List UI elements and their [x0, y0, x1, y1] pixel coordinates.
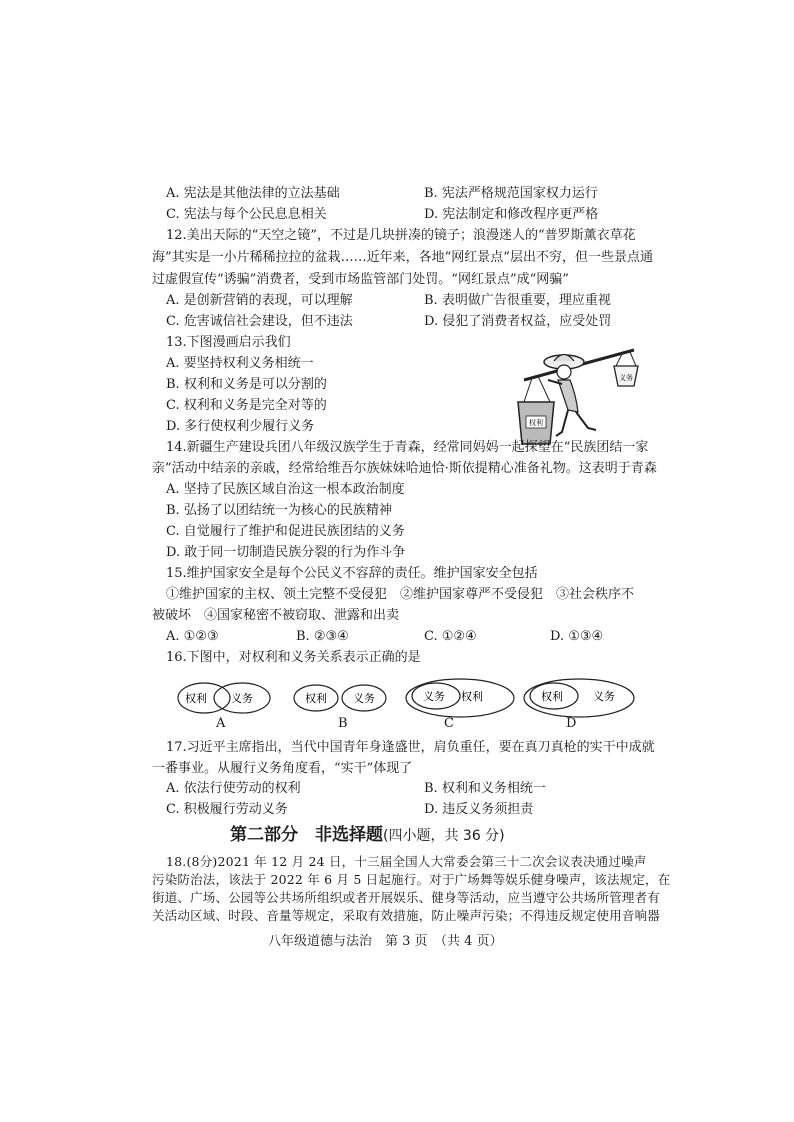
section2-heading: [230, 820, 505, 845]
q14-option-b: B. 弘扬了以团结统一为核心的民族精神: [166, 503, 392, 518]
q17-option-c: C. 积极履行劳动义务: [166, 802, 288, 817]
q15-option-c: C. ①②④: [424, 629, 477, 644]
q14-option-a: A. 坚持了民族区域自治这一根本政治制度: [166, 482, 405, 497]
q16-diagram-a-label: A: [216, 716, 226, 731]
comic-obligation-label: 义务: [619, 374, 633, 382]
q15-option-a: A. ①②③: [166, 629, 219, 644]
q16-diagram-b: [288, 676, 398, 720]
diagram-b-right-text: 义务: [353, 692, 375, 705]
q11-option-b: B. 宪法严格规范国家权力运行: [424, 186, 598, 201]
q14-stem-line1: 14.新疆生产建设兵团八年级汉族学生于青森，经常同妈妈一起探望在“民族团结一家: [166, 440, 649, 455]
q15-option-d: D. ①③④: [550, 629, 604, 644]
q15-stem: 15.维护国家安全是每个公民义不容辞的责任。维护国家安全包括: [166, 566, 538, 581]
q15-option-b: B. ②③④: [296, 629, 349, 644]
q16-stem: 16.下图中，对权利和义务关系表示正确的是: [166, 650, 421, 665]
section2-title: 第二部分 非选择题: [230, 825, 383, 845]
q18-line4: 关活动区域、时段、音量等规定，采取有效措施，防止噪声污染；不得违反规定使用音响器: [152, 908, 661, 923]
q12-stem-line3: 过虚假宣传“诱骗”消费者，受到市场监管部门处罚。“网红景点”成“网骗”: [152, 272, 569, 287]
comic-right-label: 权利: [529, 419, 543, 427]
q16-diagram-b-label: B: [338, 716, 348, 731]
q16-diagram-d: [520, 676, 638, 720]
q12-stem-line1: 12.美出天际的“天空之镜”，不过是几块拼凑的镜子；浪漫迷人的“普罗斯薰衣草花: [166, 228, 636, 243]
q14-stem-line2: 亲”活动中结亲的亲戚，经常给维吾尔族妹妹哈迪恰·斯依提精心准备礼物。这表明于青森: [152, 461, 657, 476]
q17-stem-line2: 一番事业。从履行义务角度看，“实干”体现了: [152, 761, 413, 776]
q12-option-a: A. 是创新营销的表现，可以理解: [166, 293, 353, 308]
q11-option-c: C. 宪法与每个公民息息相关: [166, 207, 327, 222]
q16-diagram-a: [172, 676, 282, 720]
diagram-a-left-text: 权利: [185, 692, 207, 705]
q18-line3: 街道、广场、公园等公共场所组织或者开展娱乐、健身等活动，应当遵守公共场所管理者有: [152, 890, 661, 905]
q14-option-d: D. 敢于同一切制造民族分裂的行为作斗争: [166, 545, 406, 560]
q13-option-b: B. 权利和义务是可以分割的: [166, 377, 327, 392]
q14-option-c: C. 自觉履行了维护和促进民族团结的义务: [166, 524, 405, 539]
q17-option-d: D. 违反义务须担责: [424, 802, 534, 817]
q11-option-d: D. 宪法制定和修改程序更严格: [424, 207, 599, 222]
q17-option-b: B. 权利和义务相统一: [424, 781, 546, 796]
q13-option-c: C. 权利和义务是完全对等的: [166, 398, 327, 413]
q12-option-c: C. 危害诚信社会建设，但不违法: [166, 314, 353, 329]
q16-diagram-d-label: D: [566, 716, 577, 731]
diagram-c-inner-text: 义务: [423, 690, 445, 703]
q12-option-b: B. 表明做广告很重要，理应重视: [424, 293, 611, 308]
q12-stem-line2: 海”其实是一小片稀稀拉拉的盆栽……近年来，各地“网红景点”层出不穷，但一些景点通: [152, 250, 653, 265]
q17-stem-line1: 17.习近平主席指出，当代中国青年身逢盛世，肩负重任，要在真刀真枪的实干中成就: [166, 740, 655, 755]
q11-option-a: A. 宪法是其他法律的立法基础: [166, 186, 340, 201]
q13-option-d: D. 多行使权利少履行义务: [166, 419, 315, 434]
diagram-b-left-text: 权利: [305, 692, 327, 705]
section2-subtitle: (四小题，共 36 分): [383, 828, 505, 844]
q16-diagram-c: [402, 676, 518, 720]
q18-line2: 污染防治法，该法于 2022 年 6 月 5 日起施行。对于广场舞等娱乐健身噪声，该法规定，在: [152, 872, 671, 887]
q16-diagram-c-label: C: [444, 716, 454, 731]
q15-items-line1: ①维护国家的主权、领土完整不受侵犯 ②维护国家尊严不受侵犯 ③社会秩序不: [166, 587, 635, 602]
diagram-d-outer-text: 义务: [593, 690, 615, 703]
page-footer: 八年级道德与法治 第 3 页 （共 4 页）: [268, 934, 503, 949]
q17-option-a: A. 依法行使劳动的权利: [166, 781, 301, 796]
q12-option-d: D. 侵犯了消费者权益，应受处罚: [424, 314, 612, 329]
diagram-d-inner-text: 权利: [541, 690, 563, 703]
q15-items-line2: 被破坏 ④国家秘密不被窃取、泄露和出卖: [152, 608, 400, 623]
q13-stem: 13.下图漫画启示我们: [166, 335, 291, 350]
q13-option-a: A. 要坚持权利义务相统一: [166, 356, 314, 371]
diagram-c-outer-text: 权利: [461, 690, 483, 703]
q18-line1: 18.(8分)2021 年 12 月 24 日，十三届全国人大常委会第三十二次会议表决通过噪声: [166, 854, 647, 869]
diagram-a-right-text: 义务: [231, 692, 253, 705]
q13-comic-illustration: [506, 340, 656, 450]
